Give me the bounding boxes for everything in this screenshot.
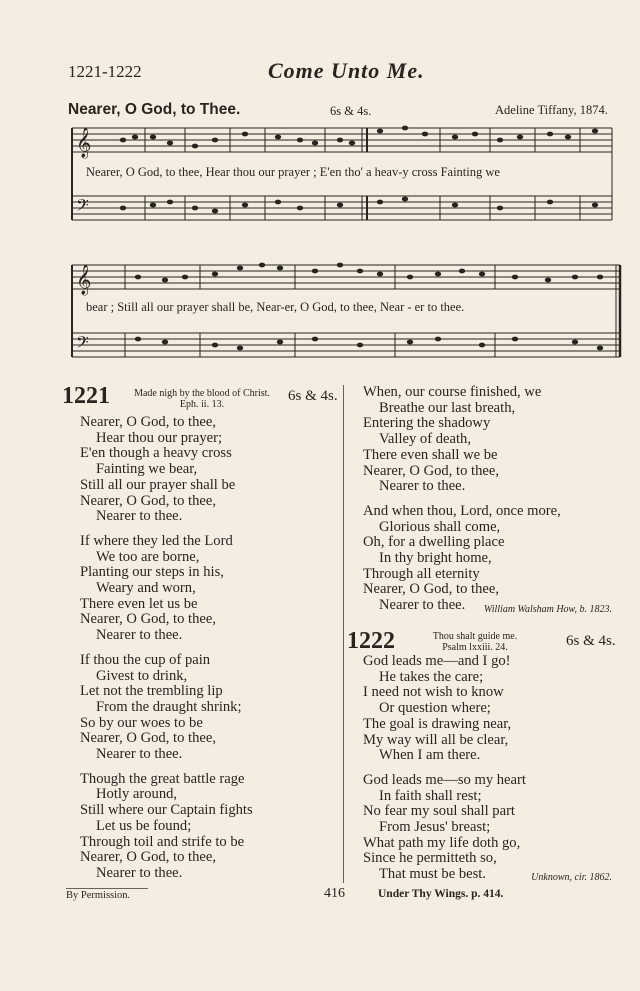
stanza-line: No fear my soul shall part <box>363 803 515 820</box>
hymn-1221-scripture-text: Made nigh by the blood of Christ. <box>134 388 270 399</box>
permission-note: By Permission. <box>66 890 131 901</box>
stanza-line: Nearer to thee. <box>96 508 183 525</box>
stanza-line: In thy bright home, <box>379 550 492 567</box>
stanza-line: Nearer to thee. <box>379 478 466 495</box>
stanza-line: God leads me—and I go! <box>363 653 511 669</box>
stanza-line: Valley of death, <box>379 431 471 448</box>
stanza-line: Nearer to thee. <box>96 746 183 763</box>
stanza-line: Oh, for a dwelling place <box>363 534 505 551</box>
svg-text:𝄢: 𝄢 <box>76 197 89 219</box>
stanza-line: If thou the cup of pain <box>80 651 211 668</box>
stanza-line: Breathe our last breath, <box>379 399 516 416</box>
music-lyric-line-1: Nearer, O God, to thee, Hear thou our prayer ; E'en tho' a heav-y cross Fainting we <box>86 165 500 179</box>
stanza-line: There even let us be <box>80 595 198 612</box>
page-range: 1221-1222 <box>68 62 142 81</box>
stanza-line: In faith shall rest; <box>379 787 482 804</box>
hymn-1221-meter: 6s & 4s. <box>288 388 338 404</box>
stanza-line: Nearer to thee. <box>379 597 466 614</box>
hymn-1222-meter: 6s & 4s. <box>566 633 616 649</box>
stanza-line: And when thou, Lord, once more, <box>363 502 561 519</box>
hymn-1221-scripture <box>122 388 282 410</box>
column-divider <box>343 385 344 883</box>
svg-text:𝄞: 𝄞 <box>76 265 92 294</box>
footer-rule <box>66 888 148 889</box>
stanza-line: God leads me—so my heart <box>363 771 526 788</box>
stanza-line: I need not wish to know <box>363 684 504 701</box>
stanza-line: Entering the shadowy <box>363 415 491 432</box>
stanza-line: Though the great battle rage <box>80 770 245 787</box>
stanza-line: From the draught shrink; <box>96 698 242 715</box>
stanza-line: Nearer, O God, to thee, <box>363 581 499 598</box>
hymn-1221-author: William Walsham How, b. 1823. <box>483 604 612 615</box>
tune-composer: Adeline Tiffany, 1874. <box>495 103 608 117</box>
stanza-line: Through toil and strife to be <box>80 833 245 850</box>
hymn-1222-column <box>363 654 526 883</box>
stanza-line: Nearer, O God, to thee, <box>80 611 216 628</box>
stanza-line: If where they led the Lord <box>80 532 233 549</box>
stanza-line: We too are borne, <box>96 548 200 565</box>
stanza-line: Hotly around, <box>96 786 178 803</box>
stanza-line: My way will all be clear, <box>363 731 509 748</box>
svg-text:𝄞: 𝄞 <box>76 128 92 157</box>
stanza-line: Weary and worn, <box>96 580 196 597</box>
stanza-line: Still all our prayer shall be <box>80 476 236 493</box>
stanza-line: E'en though a heavy cross <box>80 445 232 462</box>
stanza-line: When I am there. <box>379 747 481 764</box>
stanza-line: Fainting we bear, <box>96 461 198 478</box>
hymn-1222-author: Unknown, cir. 1862. <box>531 872 612 883</box>
stanza-line: Glorious shall come, <box>379 518 501 535</box>
stanza-line: Nearer to thee. <box>96 864 183 881</box>
tune-name: Nearer, O God, to Thee. <box>68 101 241 118</box>
stanza-line: Let not the trembling lip <box>80 683 223 700</box>
stanza-line: That must be best. <box>379 866 487 883</box>
stanza-line: Or question where; <box>379 700 491 717</box>
hymn-1222-scripture <box>410 631 540 653</box>
tune-reference: Under Thy Wings. p. 414. <box>378 888 504 900</box>
stanza-line: So by our woes to be <box>80 714 203 731</box>
stanza-line: From Jesus' breast; <box>379 819 491 836</box>
stanza-line: Nearer, O God, to thee, <box>80 414 216 430</box>
stanza-line: Nearer to thee. <box>96 627 183 644</box>
hymn-1221-left-column <box>80 415 253 882</box>
stanza-line: There even shall we be <box>363 446 498 463</box>
stanza-line: When, our course finished, we <box>363 384 542 400</box>
hymn-1221-number: 1221 <box>62 383 110 409</box>
tune-meter: 6s & 4s. <box>330 104 372 118</box>
hymn-1221-right-column <box>363 385 561 614</box>
hymn-1222-scripture-text: Thou shalt guide me. <box>432 631 518 642</box>
stanza-line: Givest to drink, <box>96 667 188 684</box>
stanza-line: Through all eternity <box>363 565 480 582</box>
stanza-line: The goal is drawing near, <box>363 715 512 732</box>
stanza-line: Since he permitteth so, <box>363 850 497 867</box>
stanza-line: Nearer, O God, to thee, <box>80 849 216 866</box>
stanza-line: Nearer, O God, to thee, <box>80 730 216 747</box>
stanza-line: Nearer, O God, to thee, <box>363 462 499 479</box>
stanza-line: He takes the care; <box>379 668 484 685</box>
hymn-1222-number: 1222 <box>347 628 395 654</box>
stanza-line: What path my life doth go, <box>363 834 521 851</box>
stanza-line: Planting our steps in his, <box>80 564 224 581</box>
hymn-1222-scripture-ref: Psalm lxxiii. 24. <box>442 642 508 653</box>
stanza-line: Hear thou our prayer; <box>96 429 223 446</box>
stanza-line: Nearer, O God, to thee, <box>80 492 216 509</box>
stanza-line: Let us be found; <box>96 817 192 834</box>
hymn-1221-scripture-ref: Eph. ii. 13. <box>179 399 225 410</box>
running-title: Come Unto Me. <box>268 58 425 83</box>
stanza-line: Still where our Captain fights <box>80 802 253 819</box>
page-number: 416 <box>324 886 345 901</box>
svg-text:𝄢: 𝄢 <box>76 334 89 356</box>
music-lyric-line-2: bear ; Still all our prayer shall be, Near-er, O God, to thee, Near - er to thee. <box>86 300 465 314</box>
